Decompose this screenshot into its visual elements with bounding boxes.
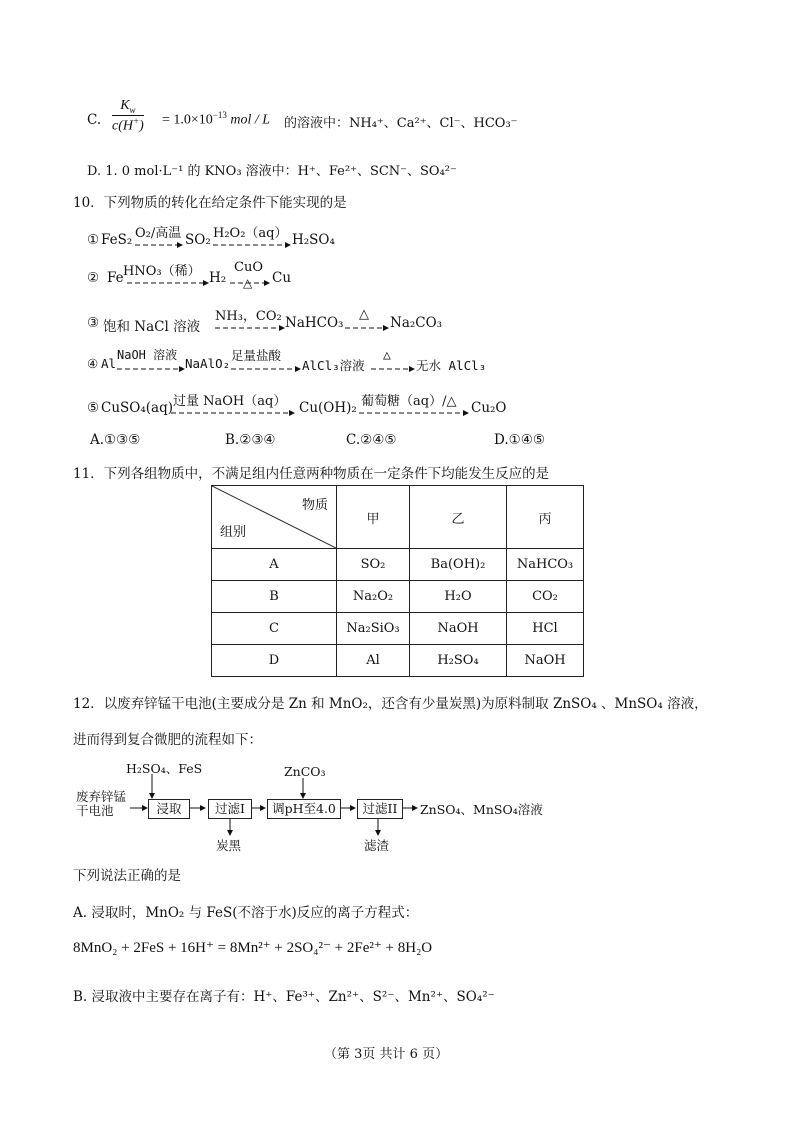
q12-ask: 下列说法正确的是	[73, 868, 181, 884]
q10-item-4: ④ Al NaOH 溶液 NaAlO₂ 足量盐酸 AlCl₃溶液 △ 无水 AlCl₃	[87, 348, 487, 373]
q12-stem-line1: 12．以废弃锌锰干电池(主要成分是 Zn 和 MnO₂，还含有少量炭黑)为原料制取 ZnSO₄ 、MnSO₄ 溶液，	[73, 696, 708, 712]
table-cell: Ba(OH)₂	[410, 549, 507, 581]
arrow-icon	[127, 279, 209, 287]
flow-start: 废弃锌锰干电池	[76, 789, 127, 818]
q10-choice-c: C.②④⑤	[346, 432, 397, 448]
table-cell: A	[212, 549, 337, 581]
q10-item-2: ② Fe HNO₃（稀） H₂ CuO △ Cu	[87, 260, 292, 290]
q10-stem: 10．下列物质的转化在给定条件下能实现的是	[73, 195, 347, 211]
table-row	[212, 581, 584, 613]
table-cell: CO₂	[507, 581, 584, 613]
table-cell: Al	[337, 645, 410, 677]
table-row	[212, 645, 584, 677]
table-cell: H₂O	[410, 581, 507, 613]
q11-table	[211, 485, 584, 677]
table-cell: NaOH	[410, 613, 507, 645]
arrow-icon	[359, 409, 469, 417]
q10-item-1: ① FeS₂ O₂/高温 SO₂ H₂O₂（aq） H₂SO₄	[87, 226, 335, 248]
flow-step-leach: 浸取	[148, 799, 190, 819]
arrow-icon	[117, 365, 185, 373]
table-row	[212, 613, 584, 645]
table-cell: D	[212, 645, 337, 677]
table-cell: B	[212, 581, 337, 613]
table-cell: NaOH	[507, 645, 584, 677]
table-cell: SO₂	[337, 549, 410, 581]
arrow-icon	[215, 324, 285, 332]
arrow-icon	[371, 365, 415, 373]
flow-step-filter2: 过滤II	[357, 799, 403, 819]
flow-output-residue: 滤渣	[364, 838, 390, 853]
table-cell: C	[212, 613, 337, 645]
page-footer: （第 3页 共计 6 页）	[324, 1047, 449, 1062]
q11-stem: 11．下列各组物质中，不满足组内任意两种物质在一定条件下均能发生反应的是	[73, 466, 550, 482]
flow-reagent3: ZnCO₃	[284, 764, 326, 779]
flow-step-filter1: 过滤I	[208, 799, 252, 819]
table-corner-cell: 物质 组别	[212, 486, 337, 549]
q12-option-a: A. 浸取时，MnO₂ 与 FeS(不溶于水)反应的离子方程式：	[73, 905, 419, 921]
table-cell: NaHCO₃	[507, 549, 584, 581]
q10-item-5: ⑤ CuSO₄(aq) 过量 NaOH（aq） Cu(OH)₂ 葡萄糖（aq）/△ Cu₂O	[87, 394, 507, 416]
q9-option-c-value: = $1.0\times 10^{-13}$ mol / L	[162, 110, 271, 128]
table-header-cell: 乙	[410, 486, 507, 549]
q12-stem-line2: 进而得到复合微肥的流程如下：	[73, 732, 262, 748]
table-cell: Na₂SiO₃	[337, 613, 410, 645]
q10-choice-d: D.①④⑤	[494, 432, 545, 448]
q12-option-a-equation: 8MnO₂ + 2FeS + 16H⁺ = 8Mn²⁺ + 2SO₄²⁻ + 2Fe²⁺ + 8H₂O	[73, 940, 433, 956]
kw-fraction	[112, 98, 144, 134]
table-header-row	[212, 486, 584, 549]
table-row	[212, 549, 584, 581]
q9-option-c-label: C.	[87, 112, 102, 128]
table-header-cell: 丙	[507, 486, 584, 549]
arrow-icon	[345, 324, 389, 332]
table-cell: HCl	[507, 613, 584, 645]
flow-step-ph: 调pH至4.0	[267, 799, 341, 819]
flow-reagent1: H₂SO₄、FeS	[126, 761, 203, 776]
table-cell: Na₂O₂	[337, 581, 410, 613]
flow-product: ZnSO₄、MnSO₄溶液	[420, 802, 543, 817]
arrow-icon	[171, 409, 295, 417]
flow-diagram	[70, 756, 630, 856]
fraction-numerator: $K_w$	[112, 98, 144, 116]
table-header-cell: 甲	[337, 486, 410, 549]
table-cell: H₂SO₄	[410, 645, 507, 677]
q12-option-b: B. 浸取液中主要存在离子有：H⁺、Fe³⁺、Zn²⁺、S²⁻、Mn²⁺、SO₄²⁻	[73, 989, 495, 1005]
q9-option-d: D. 1. 0 mol·L⁻¹ 的 KNO₃ 溶液中：H⁺、Fe²⁺、SCN⁻、SO₄²⁻	[87, 164, 457, 179]
q10-choice-a: A.①③⑤	[90, 432, 141, 448]
arrow-icon	[213, 241, 291, 249]
arrow-icon	[231, 365, 301, 373]
q9-option-c-text: 的溶液中：NH₄⁺、Ca²⁺、Cl⁻、HCO₃⁻	[284, 116, 518, 131]
arrow-icon	[135, 241, 183, 249]
q10-item-3: ③ 饱和 NaCl 溶液 NH₃，CO₂ NaHCO₃ △ Na₂CO₃	[87, 307, 443, 335]
flow-output-carbon: 炭黑	[216, 838, 242, 853]
q10-choice-b: B.②③④	[225, 432, 276, 448]
fraction-denominator: c(H+)	[112, 115, 144, 134]
